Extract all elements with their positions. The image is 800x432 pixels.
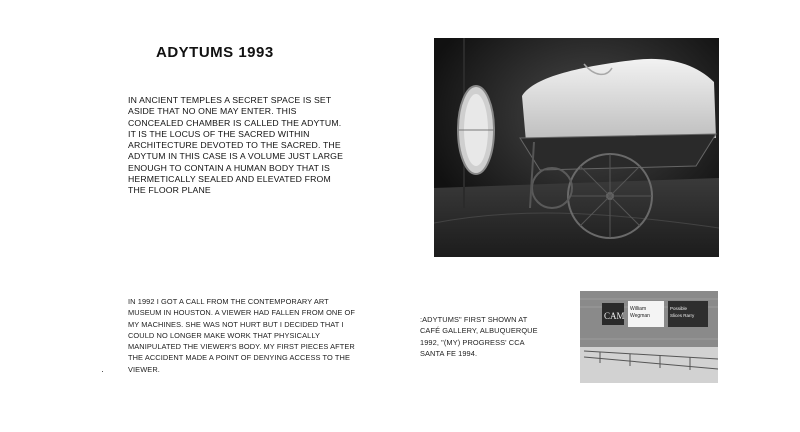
exhibition-caption: :ADYTUMS" FIRST SHOWN AT CAFÉ GALLERY, ALBUQUERQUE 1992, "(MY) PROGRESS' CCA SANTA FE 1994. (420, 315, 538, 358)
cam-sign-logo: CAM (604, 311, 625, 321)
story-paragraph: IN 1992 I GOT A CALL FROM THE CONTEMPORARY ART MUSEUM IN HOUSTON. A VIEWER HAD FALLEN FROM ONE OF MY MACHINES. SHE WAS NOT HURT BUT I DECIDED THAT I COULD NO LONGER MAKE WORK THAT PHYSICALLY MANIPULATED THE VIEWER'S BODY. MY FIRST PIECES AFTER THE ACCIDENT MADE A POINT OF DENYING ACCESS TO THE VIEWER. (128, 297, 356, 374)
museum-facade-photo (580, 291, 718, 383)
banner-line-4: Slices Rarry (670, 313, 695, 318)
banner-line-1: William (630, 306, 647, 312)
stray-mark (102, 371, 103, 372)
intro-paragraph: IN ANCIENT TEMPLES A SECRET SPACE IS SET ASIDE THAT NO ONE MAY ENTER. THIS CONCEALED CHAMBER IS CALLED THE ADYTUM. IT IS THE LOCUS OF THE SACRED WITHIN ARCHITECTURE DEVOTED TO THE SACRED. THE ADYTUM IN THIS CASE IS A VOLUME JUST LARGE ENOUGH TO CONTAIN A HUMAN BODY THAT IS HERMETICALLY SEALED AND ELEVATED FROM THE FLOOR PLANE (128, 95, 344, 196)
banner-line-3: Possible (670, 306, 688, 311)
banner-line-2: Wegman (630, 313, 650, 319)
sculpture-photo (434, 38, 719, 257)
page-title: ADYTUMS 1993 (156, 44, 274, 61)
